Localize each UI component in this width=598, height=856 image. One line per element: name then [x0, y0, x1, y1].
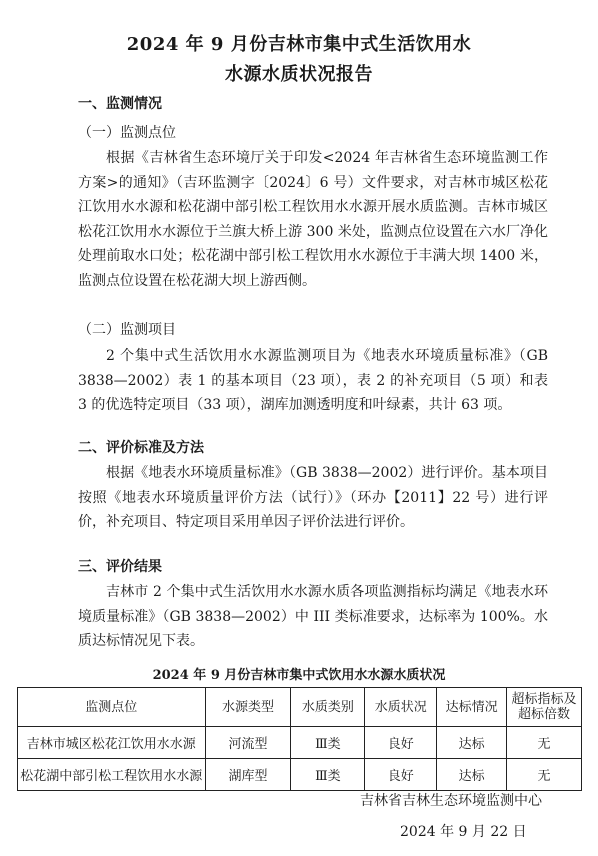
cell-source-type: 河流型 — [205, 727, 291, 759]
table-header-row — [18, 688, 582, 727]
cell-quality-status: 良好 — [365, 759, 437, 791]
col-header-quality-class: 水质类别 — [291, 688, 365, 727]
cell-quality-status: 良好 — [365, 727, 437, 759]
table-caption: 2024 年 9 月份吉林市集中式饮用水水源水质状况 — [152, 668, 446, 683]
col-header-exceedance: 超标指标及超标倍数 — [507, 688, 582, 727]
water-quality-table — [17, 687, 582, 791]
cell-exceedance: 无 — [507, 727, 582, 759]
cell-site: 吉林市城区松花江饮用水水源 — [18, 727, 206, 759]
cell-exceedance: 无 — [507, 759, 582, 791]
section3-heading: 三、评价结果 — [78, 559, 162, 575]
report-title-line1: 2024 年 9 月份吉林市集中式生活饮用水 — [126, 34, 472, 55]
section2-heading: 二、评价标准及方法 — [78, 440, 204, 456]
paragraph-evaluation-result: 吉林市 2 个集中式生活饮用水水源水质各项监测指标均满足《地表水环境质量标准》（GB 3838—2002）中 III 类标准要求，达标率为 100%。水质达标情况见下表。 — [78, 584, 548, 649]
subsection1-heading: （一）监测点位 — [78, 125, 176, 141]
signature-date: 2024 年 9 月 22 日 — [400, 824, 527, 840]
signature-organization: 吉林省吉林生态环境监测中心 — [360, 793, 542, 809]
paragraph-monitoring-items: 2 个集中式生活饮用水水源监测项目为《地表水环境质量标准》（GB 3838—2002）表 1 的基本项目（23 项），表 2 的补充项目（5 项）和表 3 的优选特定项目（33 项），湖库加测透明度和叶绿素，共计 63 项。 — [78, 348, 548, 413]
table-row — [18, 727, 582, 759]
cell-compliance: 达标 — [437, 759, 507, 791]
paragraph-evaluation-method: 根据《地表水环境质量标准》（GB 3838—2002）进行评价。基本项目按照《地表水环境质量评价方法（试行）》（环办【2011】22 号）进行评价，补充项目、特定项目采用单因子评价法进行评价。 — [78, 465, 548, 530]
paragraph-monitoring-sites: 根据《吉林省生态环境厅关于印发<2024 年吉林省生态环境监测工作方案>的通知》（吉环监测字〔2024〕6 号）文件要求，对吉林市城区松花江饮用水水源和松花湖中部引松工程饮用水水源开展水质监测。吉林市城区松花江饮用水水源位于兰旗大桥上游 300 米处，监测点位设置在六水厂净化处理前取水口处；松花湖中部引松工程饮用水水源位于丰满大坝 1400 米，监测点位设置在松花湖大坝上游西侧。 — [78, 150, 548, 289]
col-header-quality-status: 水质状况 — [365, 688, 437, 727]
col-header-source-type: 水源类型 — [205, 688, 291, 727]
col-header-compliance: 达标情况 — [437, 688, 507, 727]
subsection2-heading: （二）监测项目 — [78, 322, 176, 338]
cell-compliance: 达标 — [437, 727, 507, 759]
cell-site: 松花湖中部引松工程饮用水水源 — [18, 759, 206, 791]
cell-quality-class: Ⅲ类 — [291, 759, 365, 791]
col-header-site: 监测点位 — [18, 688, 206, 727]
cell-source-type: 湖库型 — [205, 759, 291, 791]
cell-quality-class: Ⅲ类 — [291, 727, 365, 759]
report-title-line2: 水源水质状况报告 — [225, 64, 373, 85]
table-row — [18, 759, 582, 791]
section1-heading: 一、监测情况 — [78, 96, 162, 112]
